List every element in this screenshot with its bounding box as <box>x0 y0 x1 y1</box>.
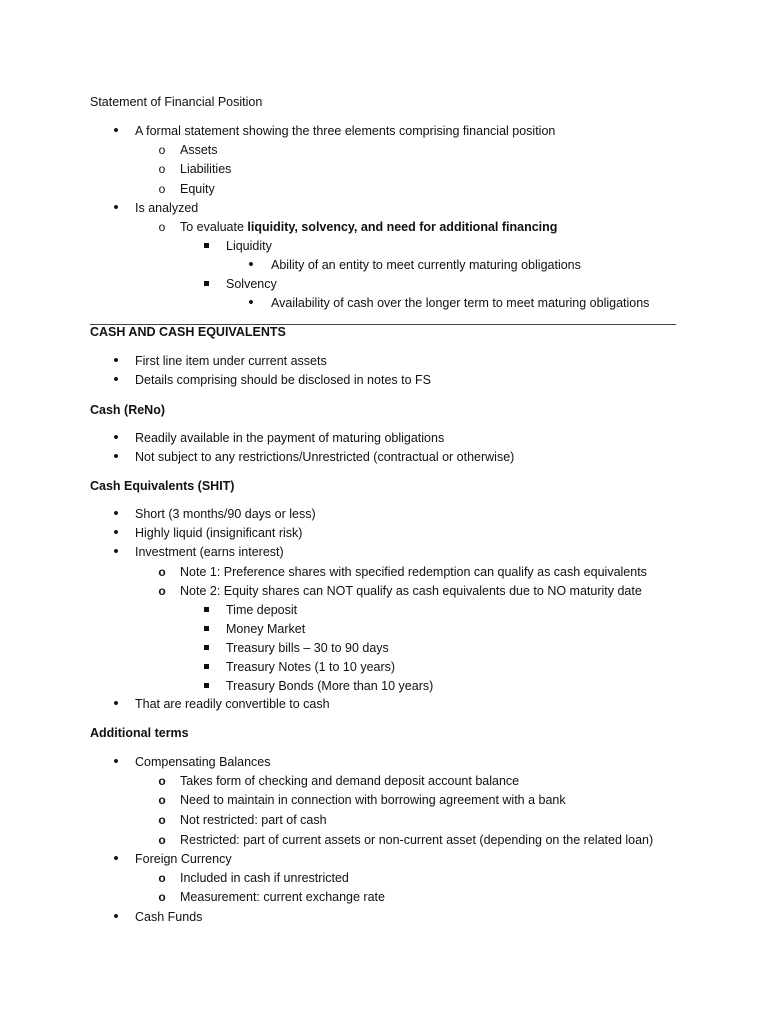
circle-bullet-icon <box>152 832 172 848</box>
circle-bullet-icon <box>152 583 172 599</box>
square-bullet-icon <box>196 659 216 675</box>
bullet-icon <box>106 430 126 446</box>
bullet-icon <box>106 525 126 541</box>
circle-bullet-icon <box>152 773 172 789</box>
section-heading: Cash (ReNo) <box>90 403 166 417</box>
circle-bullet-icon <box>152 889 172 905</box>
bullet-icon <box>106 754 126 770</box>
bullet-icon <box>106 506 126 522</box>
square-bullet-icon <box>196 678 216 694</box>
square-bullet-icon <box>196 640 216 656</box>
circle-bullet-icon <box>152 792 172 808</box>
circle-bullet-icon <box>152 564 172 580</box>
bullet-icon <box>106 372 126 388</box>
circle-bullet-icon <box>152 870 172 886</box>
document-title: Statement of Financial Position <box>90 95 263 109</box>
bullet-icon <box>106 449 126 465</box>
square-bullet-icon <box>196 276 216 292</box>
bullet-icon <box>241 295 261 311</box>
circle-bullet-icon <box>152 142 172 158</box>
section-heading: CASH AND CASH EQUIVALENTS <box>90 325 286 339</box>
bullet-icon <box>106 123 126 139</box>
section-heading: Cash Equivalents (SHIT) <box>90 479 235 493</box>
square-bullet-icon <box>196 602 216 618</box>
bullet-icon <box>241 257 261 273</box>
bullet-icon <box>106 544 126 560</box>
bullet-icon <box>106 696 126 712</box>
section-heading: Additional terms <box>90 726 189 740</box>
bullet-icon <box>106 353 126 369</box>
bullet-icon <box>106 909 126 925</box>
bullet-icon <box>106 200 126 216</box>
bullet-icon <box>106 851 126 867</box>
circle-bullet-icon <box>152 219 172 235</box>
circle-bullet-icon <box>152 181 172 197</box>
square-bullet-icon <box>196 621 216 637</box>
square-bullet-icon <box>196 238 216 254</box>
circle-bullet-icon <box>152 161 172 177</box>
circle-bullet-icon <box>152 812 172 828</box>
